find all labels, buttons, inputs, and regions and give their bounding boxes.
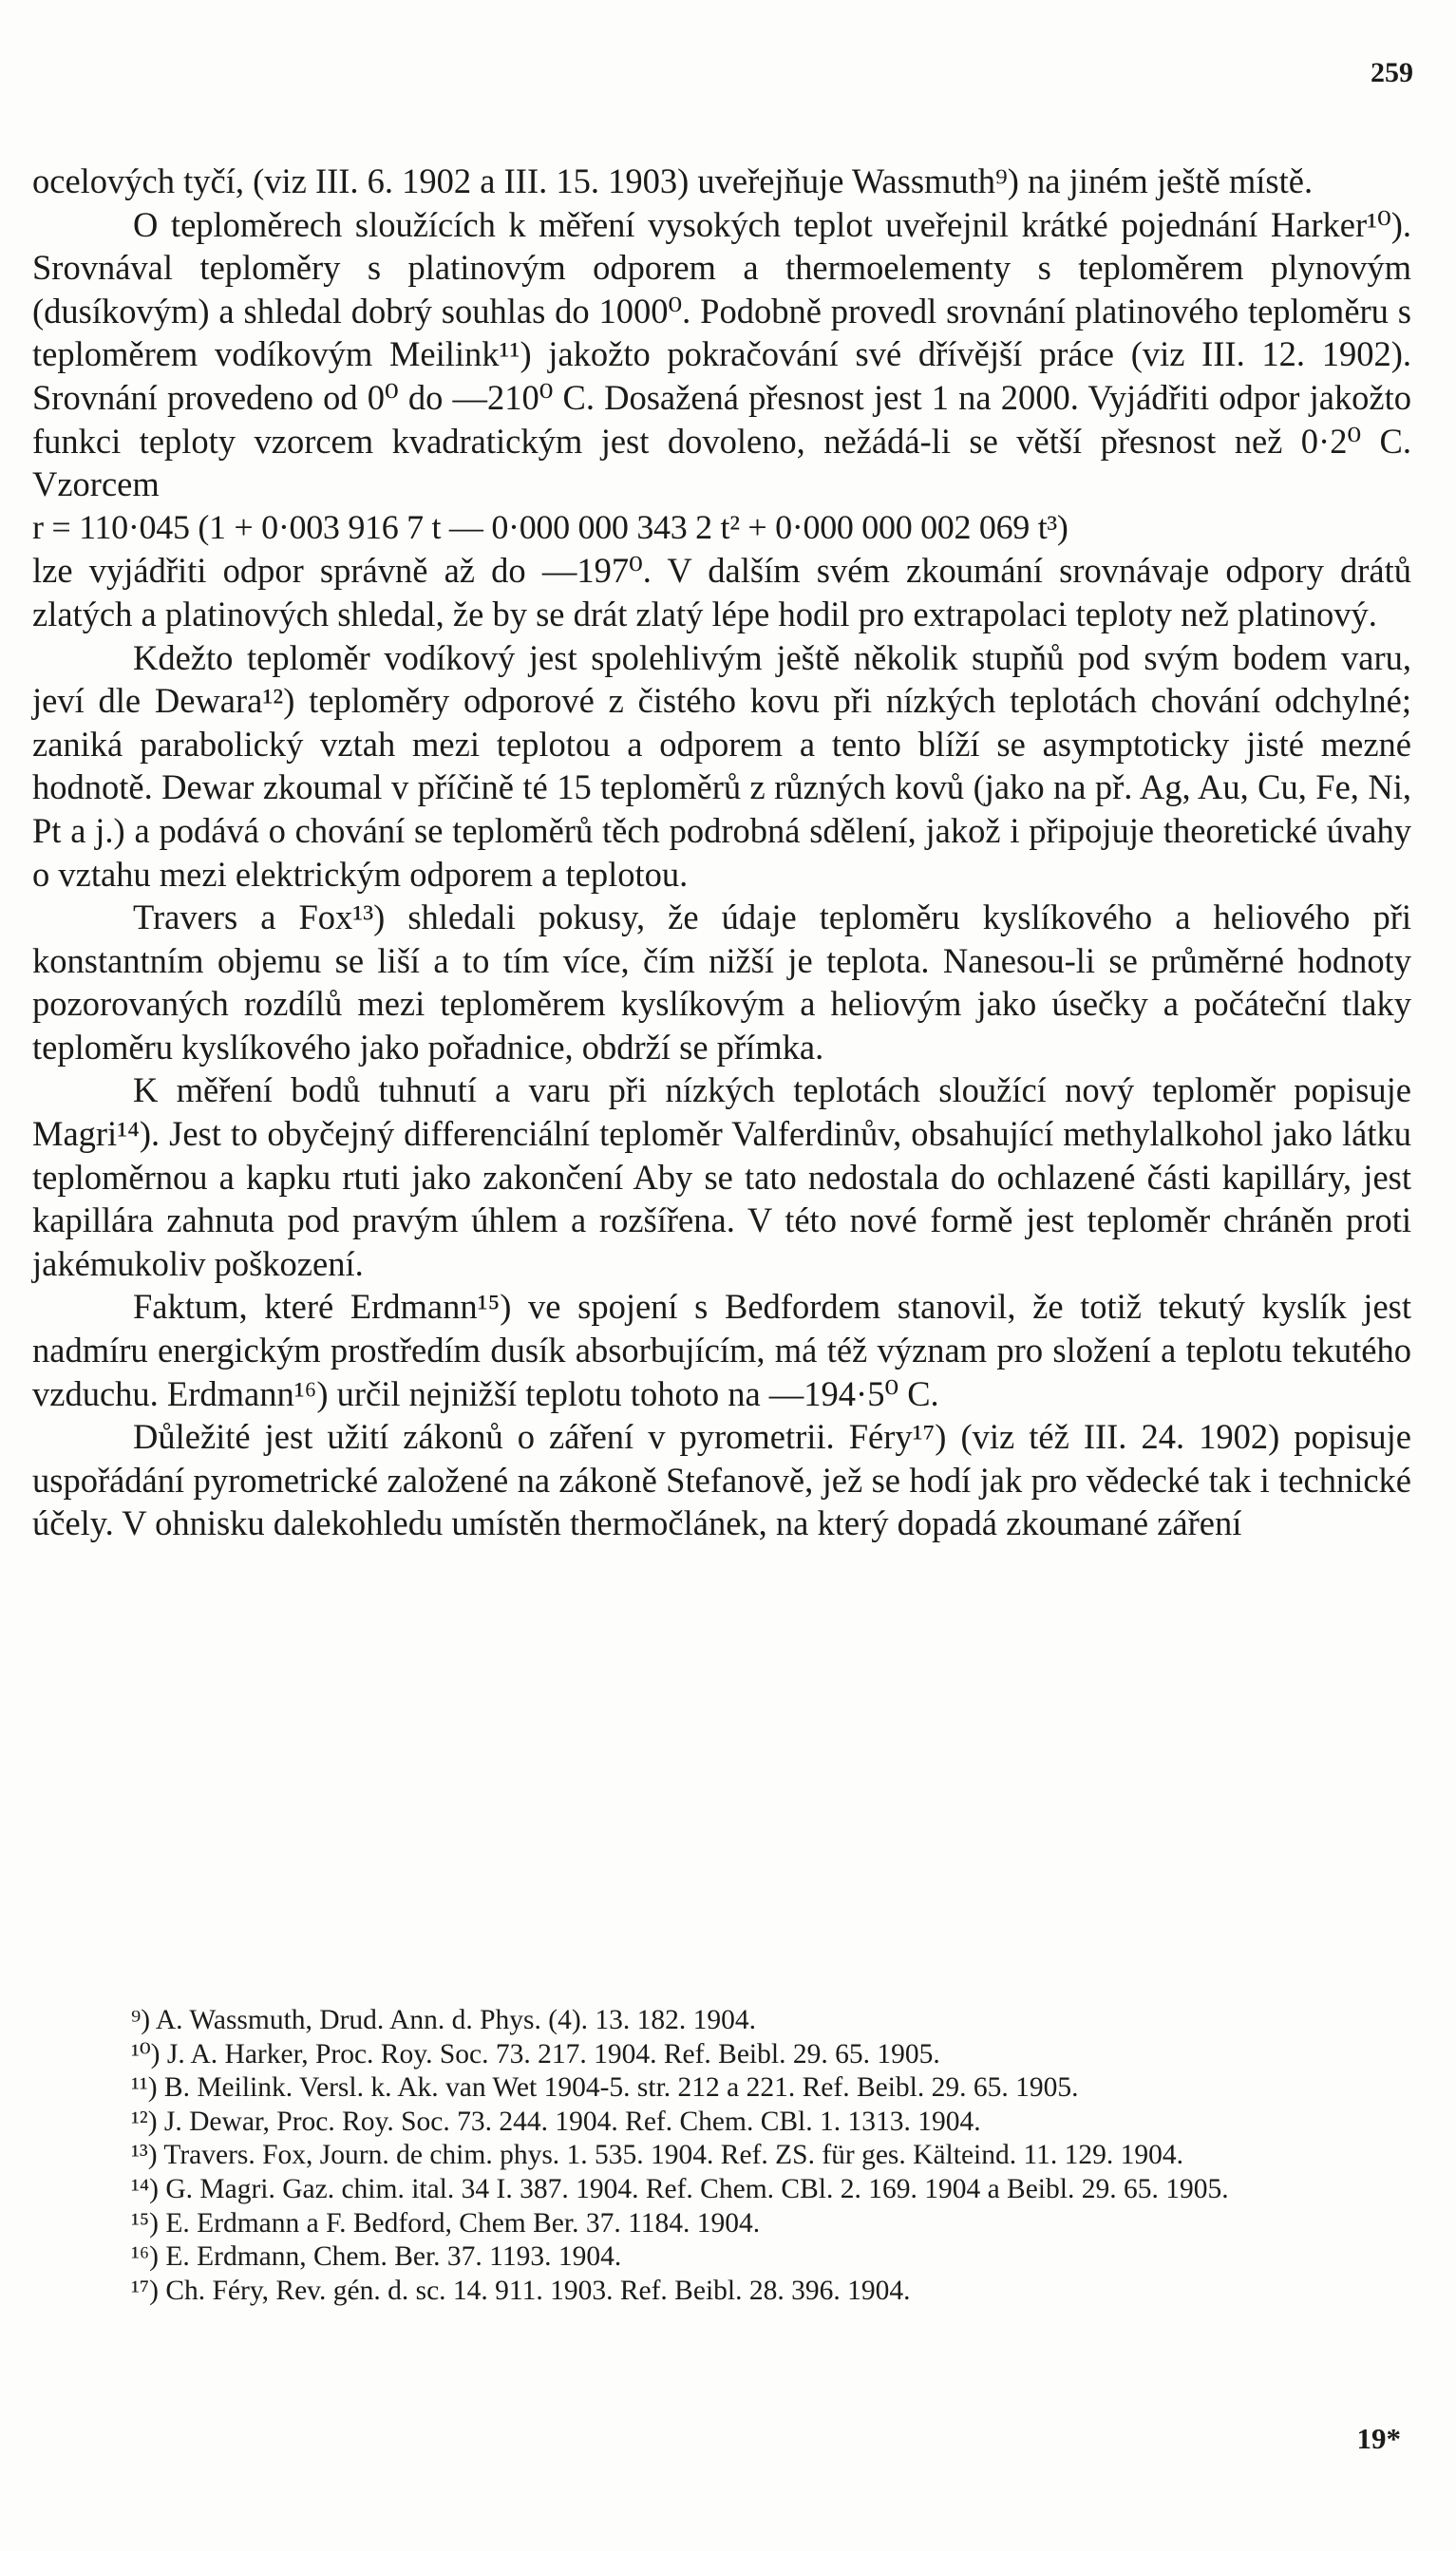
footnote: ¹⁶) E. Erdmann, Chem. Ber. 37. 1193. 1904. bbox=[131, 2241, 622, 2273]
main-text bbox=[32, 160, 1411, 1545]
page-number: 259 bbox=[1371, 57, 1413, 88]
footnote: ¹⁵) E. Erdmann a F. Bedford, Chem Ber. 37. 1184. 1904. bbox=[131, 2207, 761, 2239]
footnote: ¹⁰) J. A. Harker, Proc. Roy. Soc. 73. 217. 1904. Ref. Beibl. 29. 65. 1905. bbox=[131, 2038, 940, 2069]
resistance-formula: r = 110·045 (1 + 0·003 916 7 t — 0·000 000 343 2 t² + 0·000 000 002 069 t³) bbox=[32, 507, 1068, 546]
footnote: ¹²) J. Dewar, Proc. Roy. Soc. 73. 244. 1904. Ref. Chem. CBl. 1. 1313. 1904. bbox=[131, 2106, 981, 2137]
paragraph: Důležité jest užití zákonů o záření v pyrometrii. Féry¹⁷) (viz též III. 24. 1902) popisuje uspořádání pyrometrické založené na zákoně Stefanově, jež se hodí jak pro vědecké tak i technické účely. V ohnisku dalekohledu umístěn thermočlánek, na který dopadá zkoumané záření bbox=[32, 1417, 1411, 1543]
footnote: ⁹) A. Wassmuth, Drud. Ann. d. Phys. (4). 13. 182. 1904. bbox=[131, 2005, 757, 2035]
footnotes bbox=[32, 2004, 1411, 2308]
paragraph: Travers a Fox¹³) shledali pokusy, že údaje teploměru kyslíkového a heliového při konstantním objemu se liší a to tím více, čím nižší je teplota. Nanesou-li se průměrné hodnoty pozorovaných rozdílů mezi teploměrem kyslíkovým a heliovým jako úsečky a počáteční tlaky teploměru kyslíkového jako pořadnice, obdrží se přímka. bbox=[32, 898, 1411, 1067]
footnote: ¹¹) B. Meilink. Versl. k. Ak. van Wet 1904-5. str. 212 a 221. Ref. Beibl. 29. 65. 1905. bbox=[131, 2072, 1079, 2104]
paragraph: O teploměrech sloužících k měření vysokých teplot uveřejnil krátké pojednání Harker¹⁰). Srovnával teploměry s platinovým odporem a thermoelementy s teploměrem plynovým (dusíkovým) a shledal dobrý souhlas do 1000⁰. Podobně provedl srovnání platinového teploměru s teploměrem vodíkovým Meilink¹¹) jakožto pokračování své dřívější práce (viz III. 12. 1902). Srovnání provedeno od 0⁰ do —210⁰ C. Dosažená přesnost jest 1 na 2000. Vyjádřiti odpor jakožto funkci teploty vzorcem kvadratickým jest dovoleno, nežádá-li se větší přesnost než 0·2⁰ C. Vzorcem bbox=[32, 204, 1411, 504]
signature-mark: 19* bbox=[1356, 2422, 1401, 2455]
paragraph: Kdežto teploměr vodíkový jest spolehlivým ještě několik stupňů pod svým bodem varu, jeví dle Dewara¹²) teploměry odporové z čistého kovu při nízkých teplotách chování odchylné; zaniká parabolický vztah mezi teplotou a odporem a tento blíží se asymptoticky jisté mezné hodnotě. Dewar zkoumal v příčině té 15 teploměrů z různých kovů (jako na př. Ag, Au, Cu, Fe, Ni, Pt a j.) a podává o chování se teploměrů těch podrobná sdělení, jakož i připojuje theoretické úvahy o vztahu mezi elektrickým odporem a teplotou. bbox=[32, 637, 1411, 894]
footnote: ¹³) Travers. Fox, Journ. de chim. phys. 1. 535. 1904. Ref. ZS. für ges. Kälteind. 11. 129. 1904. bbox=[131, 2140, 1184, 2171]
paragraph: lze vyjádřiti odpor správně až do —197⁰. V dalším svém zkoumání srovnávaje odpory drátů zlatých a platinových shledal, že by se drát zlatý lépe hodil pro extrapolaci teploty než platinový. bbox=[32, 551, 1411, 633]
paragraph: K měření bodů tuhnutí a varu při nízkých teplotách sloužící nový teploměr popisuje Magri¹⁴). Jest to obyčejný differenciální teploměr Valferdinův, obsahující methylalkohol jako látku teploměrnou a kapku rtuti jako zakončení Aby se tato nedostala do ochlazené části kapilláry, jest kapillára zahnuta pod pravým úhlem a rozšířena. V této nové formě jest teploměr chráněn proti jakémukoliv poškození. bbox=[32, 1070, 1411, 1283]
footnote: ¹⁷) Ch. Féry, Rev. gén. d. sc. 14. 911. 1903. Ref. Beibl. 28. 396. 1904. bbox=[131, 2275, 911, 2306]
footnote: ¹⁴) G. Magri. Gaz. chim. ital. 34 I. 387. 1904. Ref. Chem. CBl. 2. 169. 1904 a Beibl. 29. 65. 1905. bbox=[131, 2173, 1229, 2204]
paragraph: ocelových tyčí, (viz III. 6. 1902 a III. 15. 1903) uveřejňuje Wassmuth⁹) na jiném ještě místě. bbox=[32, 161, 1314, 200]
paragraph: Faktum, které Erdmann¹⁵) ve spojení s Bedfordem stanovil, že totiž tekutý kyslík jest nadmíru energickým prostředím dusík absorbujícím, má též význam pro složení a teplotu tekutého vzduchu. Erdmann¹⁶) určil nejnižší teplotu tohoto na —194·5⁰ C. bbox=[32, 1287, 1411, 1413]
